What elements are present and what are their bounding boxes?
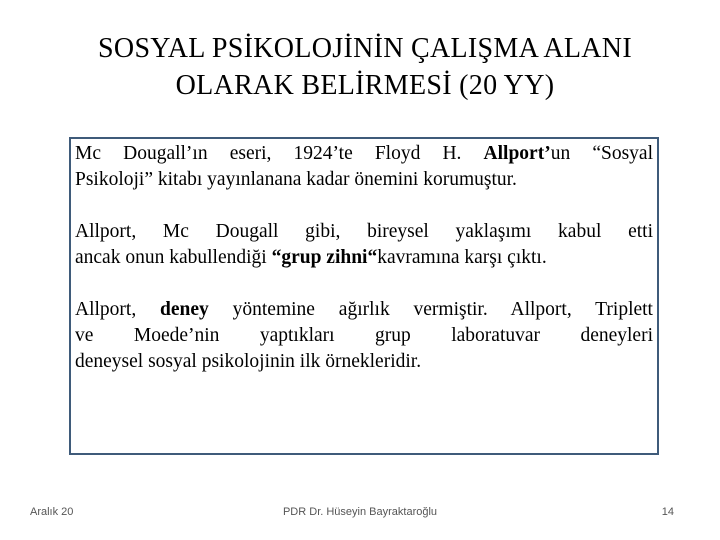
paragraph-2-line-2 xyxy=(75,245,653,271)
paragraph-3-line-1 xyxy=(75,297,653,323)
footer-date: Aralık 20 xyxy=(30,506,74,518)
p1-bold-allport: Allport’ xyxy=(483,143,551,164)
slide-title xyxy=(40,30,690,104)
paragraph-1-line-2: Psikoloji” kitabı yayınlanana kadar önemini korumuştur. xyxy=(75,169,517,190)
p1-text-a: Mc Dougall’ın eseri, 1924’te Floyd H. xyxy=(75,143,484,164)
p1-text-c: un “Sosyal xyxy=(550,143,653,164)
p3-text-a: Allport, xyxy=(75,299,161,320)
paragraph-1-line-1 xyxy=(75,141,653,167)
p3-text-c: yöntemine ağırlık vermiştir. Allport, Triplett xyxy=(208,299,653,320)
footer-author: PDR Dr. Hüseyin Bayraktaroğlu xyxy=(282,506,438,518)
paragraph-3-line-2: ve Moede’nin yaptıkları grup laboratuvar deneyleri xyxy=(75,325,653,346)
p3-bold-deney: deney xyxy=(160,299,209,320)
paragraph-3-line-3: deneysel sosyal psikolojinin ilk örnekleridir. xyxy=(75,351,422,372)
footer-page-number: 14 xyxy=(661,506,674,518)
slide-title-line-2: OLARAK BELİRMESİ (20 YY) xyxy=(175,70,555,101)
paragraph-2 xyxy=(75,219,653,271)
paragraph-1 xyxy=(75,141,653,193)
p2-text-c: kavramına karşı çıktı. xyxy=(377,247,547,268)
paragraph-2-line-1: Allport, Mc Dougall gibi, bireysel yaklaşımı kabul etti xyxy=(75,221,653,242)
content-box xyxy=(69,137,659,455)
p2-bold-grup-zihni: “grup zihni“ xyxy=(271,247,378,268)
p2-text-a: ancak onun kabullendiği xyxy=(75,247,272,268)
slide-title-line-1: SOSYAL PSİKOLOJİNİN ÇALIŞMA ALANI xyxy=(98,33,632,64)
paragraph-3 xyxy=(75,297,653,375)
